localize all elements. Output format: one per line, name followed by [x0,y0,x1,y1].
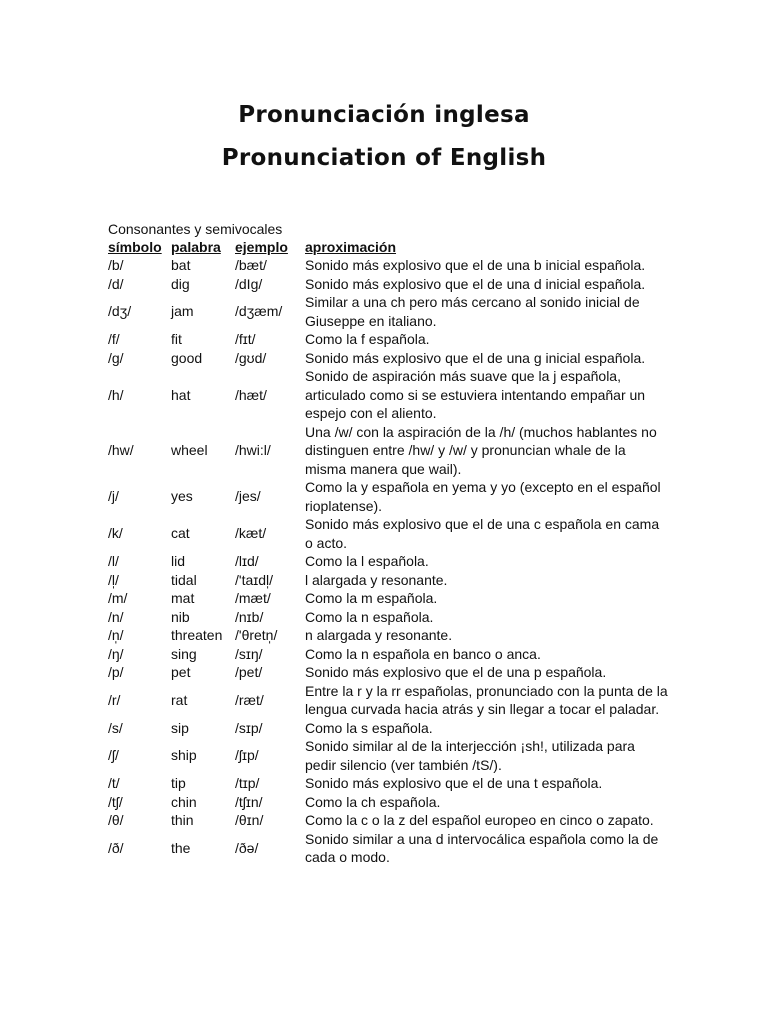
cell-word: tidal [171,571,197,588]
cell-approximation: Sonido más explosivo que el de una g inicial española. [305,349,646,366]
table-row [108,793,668,812]
cell-symbol: /h/ [108,386,124,403]
cell-approximation: Sonido similar al de la interjección ¡sh!, utilizada para pedir silencio (ver también /tS/). [305,738,635,773]
document-title-spanish: Pronunciación inglesa [238,102,530,128]
header-symbol: símbolo [108,239,162,255]
cell-symbol: /g/ [108,349,124,366]
cell-approximation: Una /w/ con la aspiración de la /h/ (muchos hablantes no distinguen entre /hw/ y /w/ y pronuncian whale de la misma manera que wail). [305,423,657,477]
cell-example: /ðə/ [235,839,259,856]
cell-symbol: /f/ [108,331,120,347]
table-row [108,423,668,479]
cell-approximation: Como la c o la z del español europeo en cinco o zapato. [305,812,654,828]
cell-approximation: Sonido más explosivo que el de una b inicial española. [305,257,646,273]
table-body [108,256,668,867]
table-row [108,256,668,275]
table-header [108,238,668,256]
cell-example: /hwi:l/ [235,442,271,458]
cell-approximation: l alargada y resonante. [305,571,448,588]
table-row [108,682,668,719]
cell-example: /sɪŋ/ [235,645,263,662]
cell-example: /pet/ [235,664,263,680]
cell-word: rat [171,691,188,708]
cell-example: /'θretn̩/ [235,627,278,643]
cell-example: /'taɪdl̩/ [235,571,274,588]
cell-word: sing [171,645,197,662]
cell-example: /gʊd/ [235,349,267,366]
cell-word: the [171,839,191,856]
cell-word: ship [171,747,197,764]
cell-word: bat [171,257,191,273]
cell-symbol: /m/ [108,590,128,606]
cell-approximation: Entre la r y la rr españolas, pronunciado con la punta de la lengua curvada hacia atrás y sin llegar a tocar el paladar. [305,682,668,717]
cell-symbol: /n̩/ [108,627,124,643]
table-row [108,645,668,664]
cell-approximation: Como la s española. [305,719,433,736]
table-row [108,626,668,645]
section-label: Consonantes y semivocales [108,221,283,237]
pronunciation-table [108,220,668,867]
table-row [108,275,668,294]
cell-symbol: /θ/ [108,812,124,828]
cell-symbol: /ʃ/ [108,747,119,764]
cell-symbol: /d/ [108,275,124,292]
header-approximation: aproximación [305,239,397,255]
cell-approximation: Como la n española. [305,608,434,625]
cell-symbol: /tʃ/ [108,793,123,810]
cell-symbol: /b/ [108,257,124,273]
cell-symbol: /ð/ [108,839,124,856]
table-row [108,293,668,330]
table-row [108,774,668,793]
cell-approximation: Sonido más explosivo que el de una t española. [305,775,603,791]
cell-example: /sɪp/ [235,719,263,736]
cell-word: lid [171,553,186,569]
cell-example: /θɪn/ [235,812,264,828]
cell-approximation: Sonido de aspiración más suave que la j española, articulado como si se estuviera intentando empañar un espejo con el aliento. [305,368,646,421]
cell-approximation: Como la ch española. [305,793,441,810]
cell-symbol: /k/ [108,525,123,542]
table-row [108,515,668,552]
cell-example: /tɪp/ [235,775,260,791]
cell-approximation: Como la l española. [305,553,429,569]
cell-symbol: /ŋ/ [108,645,124,662]
cell-example: /fɪt/ [235,331,256,347]
cell-symbol: /dʒ/ [108,303,132,320]
cell-word: fit [171,331,182,347]
cell-symbol: /hw/ [108,442,134,458]
cell-example: /lɪd/ [235,553,259,569]
cell-example: /dʒæm/ [235,303,283,320]
cell-approximation: Sonido similar a una d intervocálica española como la de cada o modo. [305,830,659,865]
cell-word: thin [171,812,194,828]
table-row [108,811,668,830]
table-row [108,719,668,738]
cell-symbol: /l̩/ [108,571,119,588]
cell-symbol: /j/ [108,488,119,505]
cell-example: /kæt/ [235,525,267,542]
cell-word: jam [171,303,194,320]
cell-example: /jes/ [235,488,261,505]
cell-approximation: n alargada y resonante. [305,627,453,643]
cell-word: tip [171,775,186,791]
cell-word: wheel [171,442,208,458]
header-word: palabra [171,239,221,255]
table-row [108,608,668,627]
table-row [108,830,668,867]
cell-example: /ʃɪp/ [235,747,259,764]
table-row [108,330,668,349]
table-row [108,552,668,571]
cell-approximation: Como la n española en banco o anca. [305,645,541,662]
header-example: ejemplo [235,239,288,255]
table-row [108,367,668,423]
cell-approximation: Sonido más explosivo que el de una c española en cama o acto. [305,516,660,551]
cell-example: /ræt/ [235,691,264,708]
cell-example: /tʃɪn/ [235,793,263,810]
cell-word: mat [171,590,195,606]
cell-word: nib [171,608,190,625]
cell-word: cat [171,525,190,542]
cell-symbol: /t/ [108,775,120,791]
cell-word: good [171,349,203,366]
cell-word: yes [171,488,193,505]
table-row [108,349,668,368]
table-row [108,737,668,774]
cell-example: /hæt/ [235,386,267,403]
cell-symbol: /s/ [108,719,123,736]
table-row [108,571,668,590]
cell-approximation: Similar a una ch pero más cercano al sonido inicial de Giuseppe en italiano. [305,294,640,329]
cell-approximation: Sonido más explosivo que el de una p española. [305,664,607,680]
cell-approximation: Sonido más explosivo que el de una d inicial española. [305,275,646,292]
cell-word: dig [171,275,190,292]
cell-word: hat [171,386,191,403]
document-title-english: Pronunciation of English [221,145,547,171]
cell-example: /mæt/ [235,590,271,606]
cell-symbol: /p/ [108,664,124,680]
cell-example: /nɪb/ [235,608,264,625]
cell-word: pet [171,664,191,680]
cell-word: threaten [171,627,223,643]
cell-word: sip [171,719,189,736]
table-row [108,478,668,515]
cell-word: chin [171,793,197,810]
cell-approximation: Como la y española en yema y yo (excepto en el español rioplatense). [305,479,661,514]
cell-approximation: Como la m española. [305,590,438,606]
cell-example: /dIg/ [235,275,263,292]
table-row [108,663,668,682]
cell-symbol: /n/ [108,608,124,625]
table-row [108,589,668,608]
cell-symbol: /l/ [108,553,119,569]
cell-approximation: Como la f española. [305,331,430,347]
cell-symbol: /r/ [108,691,121,708]
cell-example: /bæt/ [235,257,267,273]
